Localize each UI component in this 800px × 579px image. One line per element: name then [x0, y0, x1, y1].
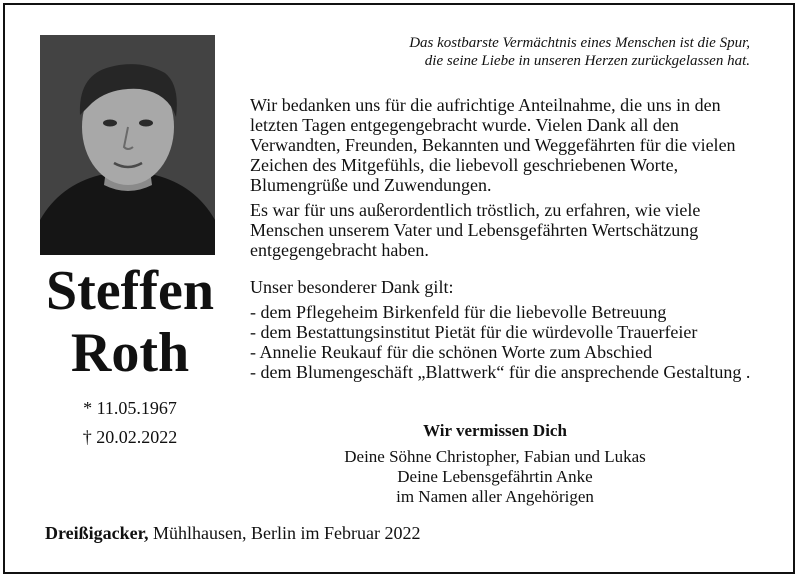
list-item: - dem Bestattungsinstitut Pietät für die würdevolle Trauerfeier: [250, 322, 698, 342]
thanks-intro: Unser besonderer Dank gilt:: [250, 277, 454, 297]
signers-block: [300, 447, 690, 507]
thanks-paragraph-2: Es war für uns außerordentlich tröstlich, zu erfahren, wie viele Menschen unserem Vater und Lebensgefährten Wertschätzung entgegengebracht haben.: [250, 200, 701, 260]
signer-line: Deine Söhne Christopher, Fabian und Lukas: [344, 447, 646, 466]
place-date-line: [45, 523, 420, 544]
list-item: - dem Blumengeschäft „Blattwerk“ für die ansprechende Gestaltung .: [250, 362, 751, 382]
list-item: - dem Pflegeheim Birkenfeld für die liebevolle Betreuung: [250, 302, 667, 322]
portrait-image: [40, 35, 215, 255]
quote-line: die seine Liebe in unseren Herzen zurückgelassen hat.: [424, 53, 750, 69]
portrait-photo: [40, 35, 215, 255]
list-item: - Annelie Reukauf für die schönen Worte zum Abschied: [250, 342, 653, 362]
deceased-first-name: Steffen: [46, 260, 214, 322]
signer-line: Deine Lebensgefährtin Anke: [397, 467, 593, 486]
quote-line: Das kostbarste Vermächtnis eines Menschen ist die Spur,: [409, 35, 750, 51]
birth-date: * 11.05.1967: [83, 398, 177, 418]
death-date: † 20.02.2022: [82, 427, 178, 447]
closing-title: Wir vermissen Dich: [423, 421, 567, 440]
memorial-quote: [310, 34, 750, 70]
place-bold: Dreißigacker,: [45, 523, 149, 543]
signer-line: im Namen aller Angehörigen: [396, 487, 594, 506]
place-rest: Mühlhausen, Berlin im Februar 2022: [148, 523, 421, 543]
thanks-list: [250, 302, 770, 382]
deceased-last-name: Roth: [70, 322, 190, 384]
thanks-paragraph-1: Wir bedanken uns für die aufrichtige Anteilnahme, die uns in den letzten Tagen entgegengebracht wurde. Vielen Dank all den Verwandten, Freunden, Bekannten und Weggefährten für die vielen Zeichen des Mitgefühls, die liebevoll geschriebenen Worte, Blumengrüße und Zuwendungen.: [250, 95, 736, 195]
